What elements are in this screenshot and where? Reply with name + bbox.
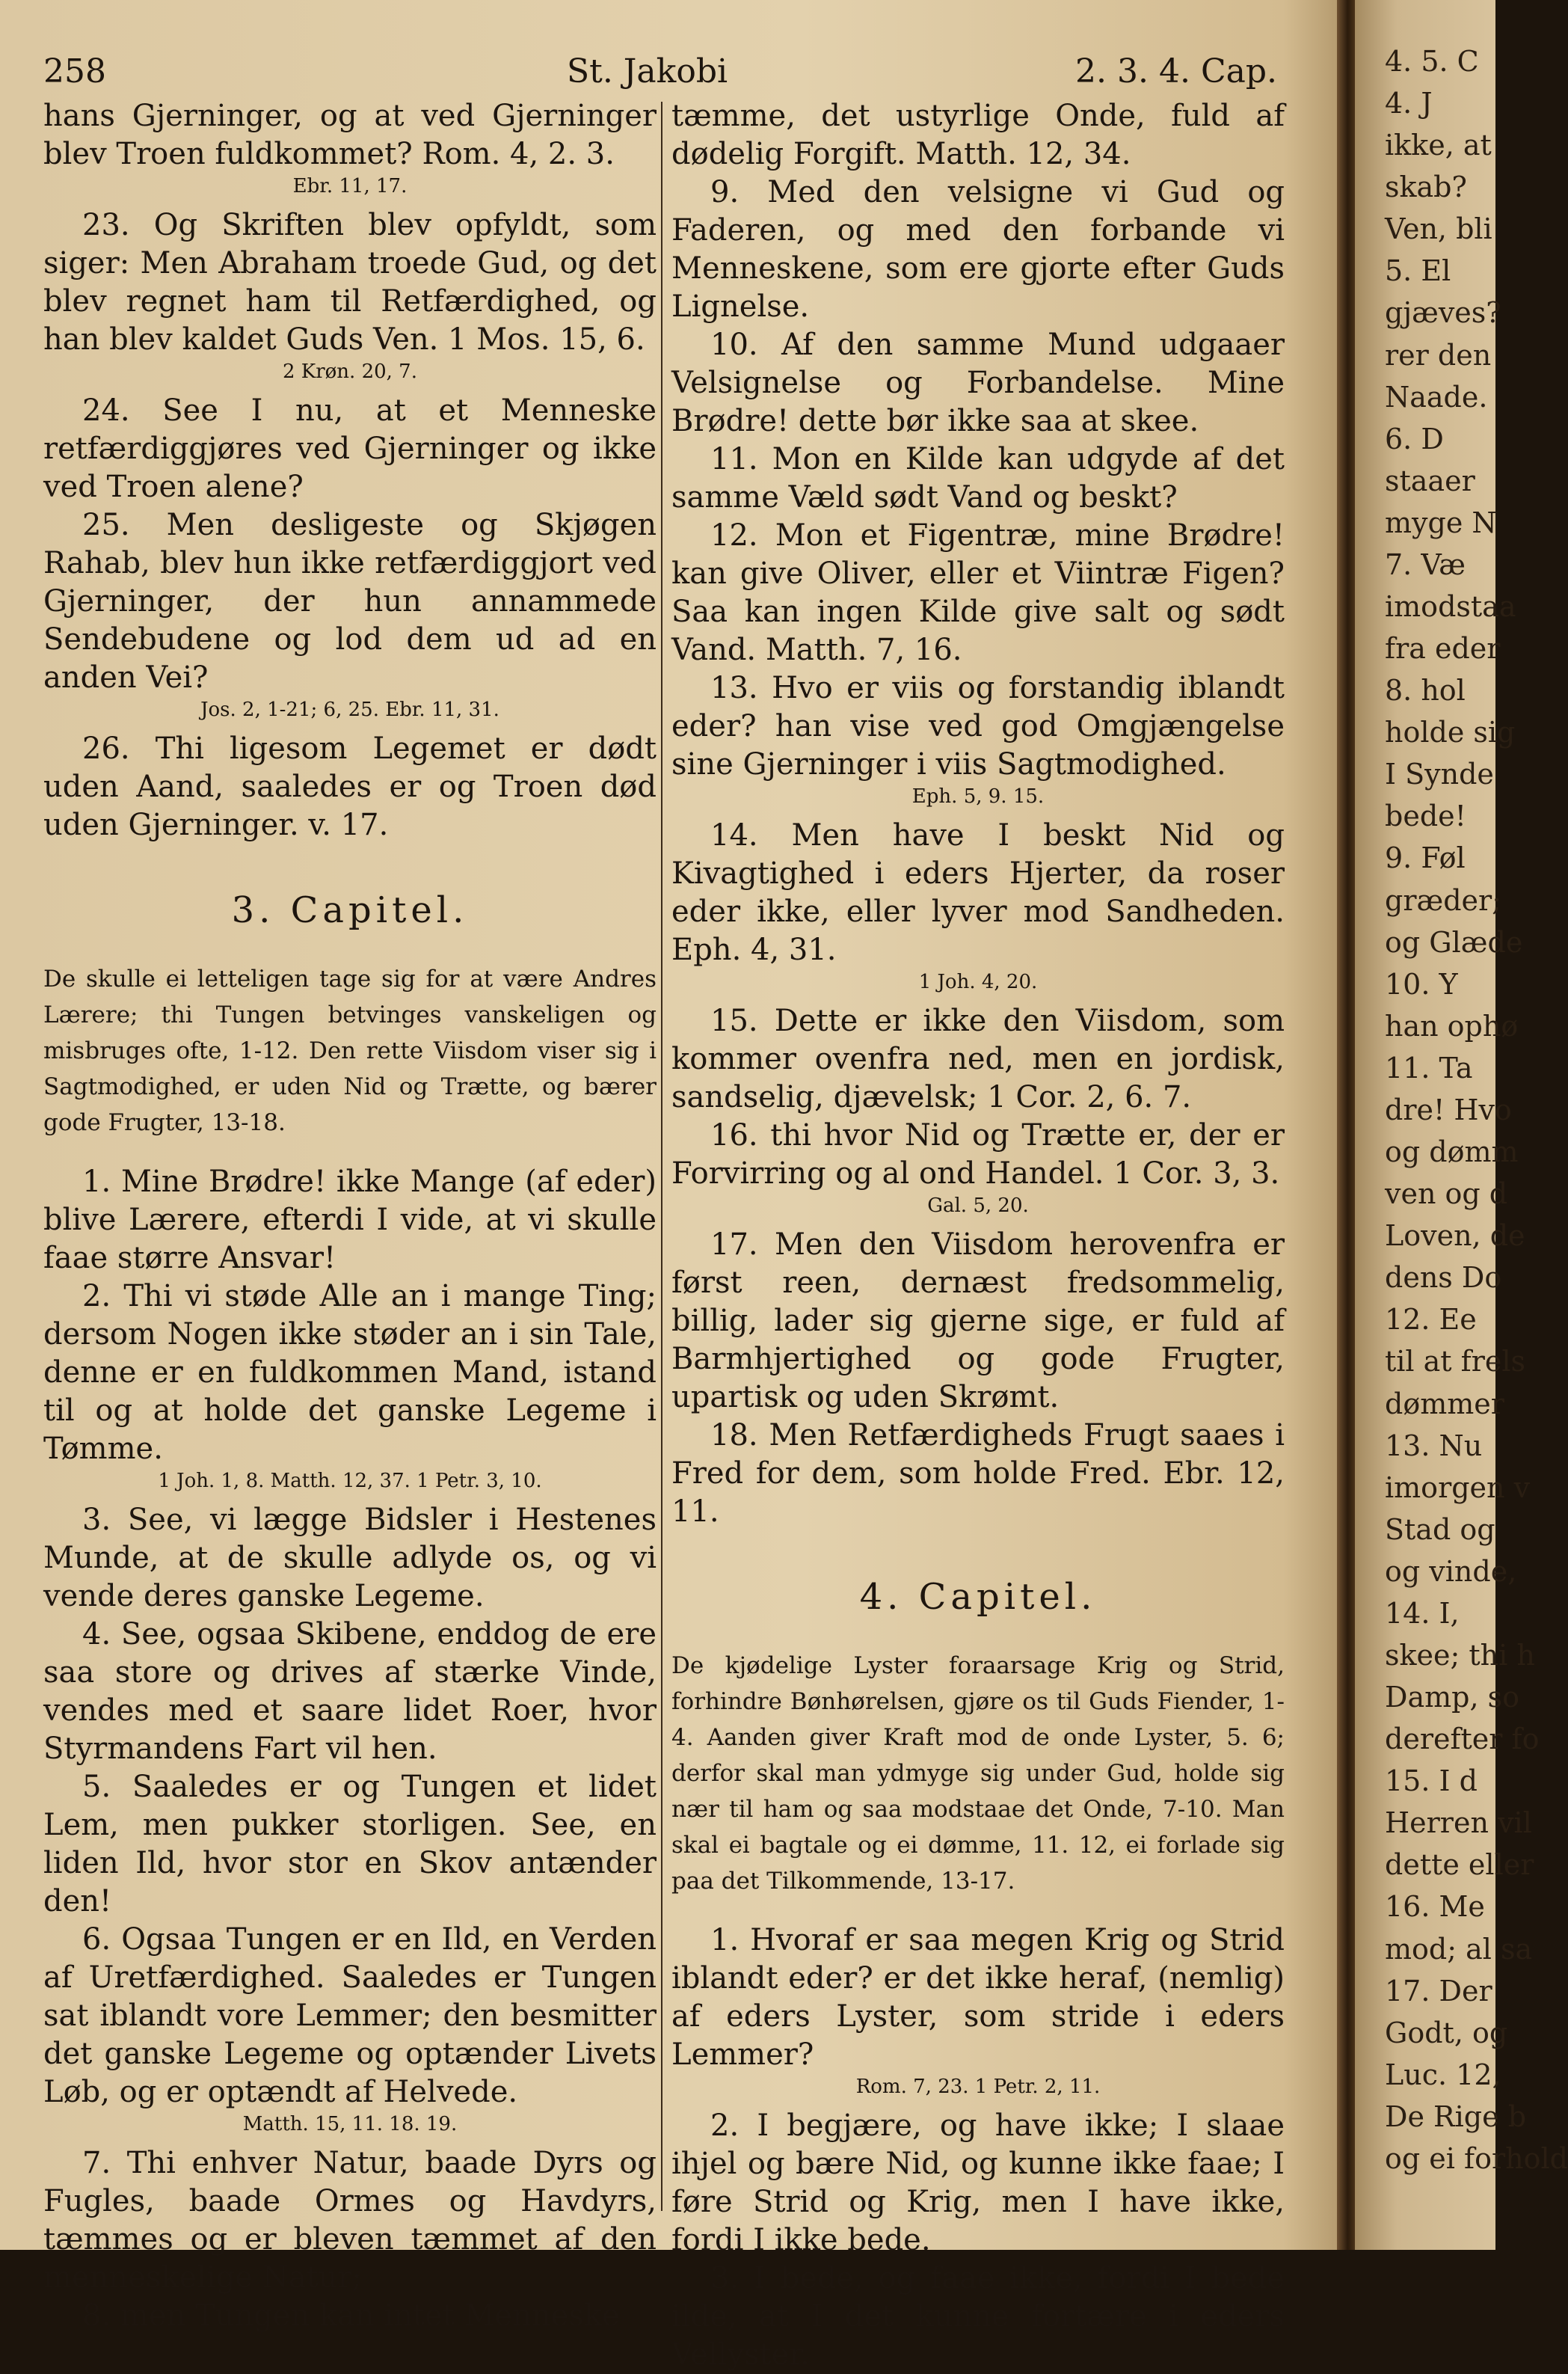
facing-page-fragment: 6. D [1385,422,1444,456]
cross-reference: 2 Krøn. 20, 7. [282,361,417,383]
facing-page-fragment: Ven, bli [1385,212,1492,246]
verse: 4. See, ogsaa Skibene, enddog de ere saa store og drives af stærke Vinde, vendes med et saare lidet Roer, hvor Styrmandens Fart vil hen. [43,1617,657,1766]
facing-page-fragment: fra eder [1385,632,1501,666]
verse-continuation: tæmme, det ustyrlige Onde, fuld af dødelig Forgift. Matth. 12, 34. [671,99,1285,171]
cross-reference: Ebr. 11, 17. [292,175,408,197]
chapter-summary: De skulle ei letteligen tage sig for at være Andres Lærere; thi Tungen betvinges vanskeligen og misbruges ofte, 1-12. Den rette Viisdom viser sig i Sagtmodighed, er uden Nid og Trætte, og bærer gode Frugter, 13-18. [43,966,657,1136]
facing-page-fragment: 11. Ta [1385,1051,1473,1085]
facing-page-fragment: Luc. 12, [1385,2058,1501,2091]
verse: 23. Og Skriften blev opfyldt, som siger: Men Abraham troede Gud, og det blev regnet ham til Retfærdighed, og han blev kaldet Guds Ven. 1 Mos. 15, 6. [43,208,657,357]
facing-page-fragment: og dømm [1385,1135,1519,1169]
facing-page-fragment: dens Do [1385,1261,1502,1295]
facing-page-fragment: dette eller [1385,1848,1534,1882]
facing-page-fragment: 10. Y [1385,967,1458,1001]
book-title: St. Jakobi [567,52,728,91]
cross-reference: Jos. 2, 1-21; 6, 25. Ebr. 11, 31. [200,699,499,721]
facing-page-fragment: myge N [1385,506,1497,539]
verse: 17. Men den Viisdom herovenfra er først reen, dernæst fredsommelig, billig, lader sig gjerne sige, er fuld af Barmhjertighed og gode Frugter, upartisk og uden Skrømt. [671,1227,1285,1414]
verse: 3. I bede, og faae ikke, fordi I bede ilde, at I det kunne fortære i eders Vellyster. [671,2261,1285,2372]
facing-page-fragment: dre! Hvo [1385,1093,1512,1126]
verse: 1. Hvoraf er saa megen Krig og Strid iblandt eder? er det ikke heraf, (nemlig) af eders Lyster, som stride i eders Lemmer? [671,1923,1285,2072]
facing-page-fragment: 4. J [1385,87,1433,120]
verse: 8. men Tungen kan intet Menneske [82,2298,620,2333]
verse: 1. Mine Brødre! ikke Mange (af eder) blive Lærere, efterdi I vide, at vi skulle faae større Ansvar! [43,1165,657,1275]
verse: 9. Med den velsigne vi Gud og Faderen, og med den forbande vi Menneskene, som ere gjorte efter Guds Lignelse. [671,175,1285,324]
verse: 13. Hvo er viis og forstandig iblandt eder? han vise ved god Omgjængelse sine Gjerninger i viis Sagtmodighed. [671,671,1285,782]
verse: 12. Mon et Figentræ, mine Brødre! kan give Oliver, eller et Viintræ Figen? Saa kan ingen Kilde give salt og sødt Vand. Matth. 7, 16. [671,518,1285,667]
facing-page-fragment: gjæves? [1385,296,1501,330]
verse: 10. Af den samme Mund udgaaer Velsignelse og Forbandelse. Mine Brødre! dette bør ikke saa at skee. [671,328,1285,438]
running-head [43,52,1277,100]
facing-page-fragment: Stad og [1385,1512,1495,1546]
facing-page-fragment: 4. 5. C [1385,45,1479,78]
verse: 24. See I nu, at et Menneske retfærdiggjøres ved Gjerninger og ikke ved Troen alene? [43,393,657,504]
facing-page-fragment: 12. Ee [1385,1303,1477,1337]
facing-page-fragment: 14. I, [1385,1596,1460,1630]
verse: 15. Dette er ikke den Viisdom, som kommer ovenfra ned, men en jordisk, sandselig, djævelsk; 1 Cor. 2, 6. 7. [671,1004,1285,1114]
facing-page-fragment: bede! [1385,800,1466,833]
chapter-range: 2. 3. 4. Cap. [1075,52,1277,91]
facing-page-fragment: skee; thi h [1385,1638,1535,1672]
facing-page-fragment: Herren vil [1385,1806,1532,1840]
facing-page-fragment: Naade. [1385,380,1488,414]
page-number: 258 [43,52,106,91]
facing-page-fragment: og Glæde [1385,925,1523,959]
cross-reference: 1 Joh. 4, 20. [918,971,1038,993]
chapter-heading: 4. Capitel. [859,1576,1097,1618]
facing-page-fragment: Damp, so [1385,1681,1520,1714]
verse: 18. Men Retfærdigheds Frugt saaes i Fred for dem, som holde Fred. Ebr. 12, 11. [671,1418,1285,1529]
cross-reference: Eph. 5, 9. 15. [911,785,1045,808]
facing-page-fragment: De Rige b [1385,2100,1527,2133]
facing-page-fragment: Loven, de [1385,1219,1525,1253]
facing-page-fragment: dømmer [1385,1387,1504,1420]
cross-reference: Rom. 7, 23. 1 Petr. 2, 11. [855,2076,1101,2098]
facing-page-fragment: 16. Me [1385,1890,1485,1924]
verse: 5. Saaledes er og Tungen et lidet Lem, men pukker storligen. See, en liden Ild, hvor stor en Skov antænder den! [43,1770,657,1918]
verse: 14. Men have I beskt Nid og Kivagtighed i eders Hjerter, da roser eder ikke, eller lyver mod Sandheden. Eph. 4, 31. [671,818,1285,967]
verse: 7. Thi enhver Natur, baade Dyrs og Fugles, baade Ormes og Havdyrs, tæmmes og er bleven tæmmet af den menneskelige Natur; [43,2146,657,2295]
column-divider [661,102,662,2211]
verse: 11. Mon en Kilde kan udgyde af det samme Væld sødt Vand og beskt? [671,442,1285,515]
chapter-summary: De kjødelige Lyster foraarsage Krig og Strid, forhindre Bønhørelsen, gjøre os til Guds Fiender, 1-4. Aanden giver Kraft mod de onde Lyster, 5. 6; derfor skal man ydmyge sig under Gud, holde sig nær til ham og saa modstaae det Onde, 7-10. Man skal ei bagtale og ei dømme, 11. 12, ei forlade sig paa det Tilkommende, 13-17. [671,1652,1285,1895]
facing-page-fragment: græder; [1385,883,1501,917]
facing-page-fragment: 15. I d [1385,1764,1478,1798]
facing-page-fragment: Godt, og [1385,2016,1508,2049]
chapter-heading: 3. Capitel. [231,889,469,931]
facing-page-fragment: 17. Der [1385,1974,1492,2008]
cross-reference: 1 Joh. 1, 8. Matth. 12, 37. 1 Petr. 3, 10. [158,1470,542,1492]
facing-page-fragment: 5. El [1385,254,1451,288]
facing-page-fragment: skab? [1385,171,1467,204]
facing-page-fragment: 13. Nu [1385,1429,1483,1462]
verse: 3. See, vi lægge Bidsler i Hestenes Munde, at de skulle adlyde os, og vi vende deres ganske Legeme. [43,1503,657,1613]
facing-page-fragment: 9. Føl [1385,841,1466,875]
verse: 26. Thi ligesom Legemet er dødt uden Aand, saaledes er og Troen død uden Gjerninger. v. 17. [43,731,657,842]
facing-page-edge [1355,0,1568,2250]
verse: 6. Ogsaa Tungen er en Ild, en Verden af Uretfærdighed. Saaledes er Tungen sat iblandt vore Lemmer; den besmitter det ganske Legeme og optænder Livets Løb, og er optændt af Helvede. [43,1922,657,2109]
facing-page-fragment: I Synde [1385,758,1494,791]
facing-page-fragment: 8. hol [1385,674,1466,708]
facing-page-fragment: 7. Væ [1385,548,1466,581]
verse: 16. thi hvor Nid og Trætte er, der er Forvirring og al ond Handel. 1 Cor. 3, 3. [671,1118,1285,1191]
facing-page-fragment: til at frels [1385,1345,1526,1378]
verse: 2. I begjære, og have ikke; I slaae ihjel og bære Nid, og kunne ikke faae; I føre Strid og Krig, men I have ikke, fordi I ikke bede. [671,2108,1285,2257]
facing-page-fragment: han ophø [1385,1009,1519,1043]
facing-page-fragment: og ei forhold [1385,2141,1568,2175]
facing-page-fragment: mod; al sa [1385,1932,1533,1966]
right-column [671,97,1285,2374]
facing-page-fragment: imorgen v [1385,1470,1531,1504]
facing-page-fragment: rer den [1385,338,1492,372]
facing-page-fragment: ven og d [1385,1177,1508,1211]
facing-page-fragment: imodstaa [1385,590,1516,624]
cross-reference: Matth. 15, 11. 18. 19. [242,2113,458,2135]
verse: 25. Men desligeste og Skjøgen Rahab, blev hun ikke retfærdiggjort ved Gjerninger, der hun annammede Sendebudene og lod dem ud ad en anden Vei? [43,508,657,695]
facing-page-fragment: ikke, at [1385,129,1492,162]
facing-page-fragment: derefter fo [1385,1723,1540,1756]
book-gutter [1337,0,1355,2250]
cross-reference: Gal. 5, 20. [927,1194,1029,1217]
left-column [43,97,657,2335]
facing-page-fragment: og vinde, [1385,1554,1517,1588]
facing-page-fragment: staaer [1385,464,1475,497]
verse: 2. Thi vi støde Alle an i mange Ting; dersom Nogen ikke støder an i sin Tale, denne er en fuldkommen Mand, istand til og at holde det ganske Legeme i Tømme. [43,1279,657,1466]
verse-continuation: hans Gjerninger, og at ved Gjerninger blev Troen fuldkommet? Rom. 4, 2. 3. [43,99,657,171]
facing-page-fragment: holde sig [1385,716,1516,749]
